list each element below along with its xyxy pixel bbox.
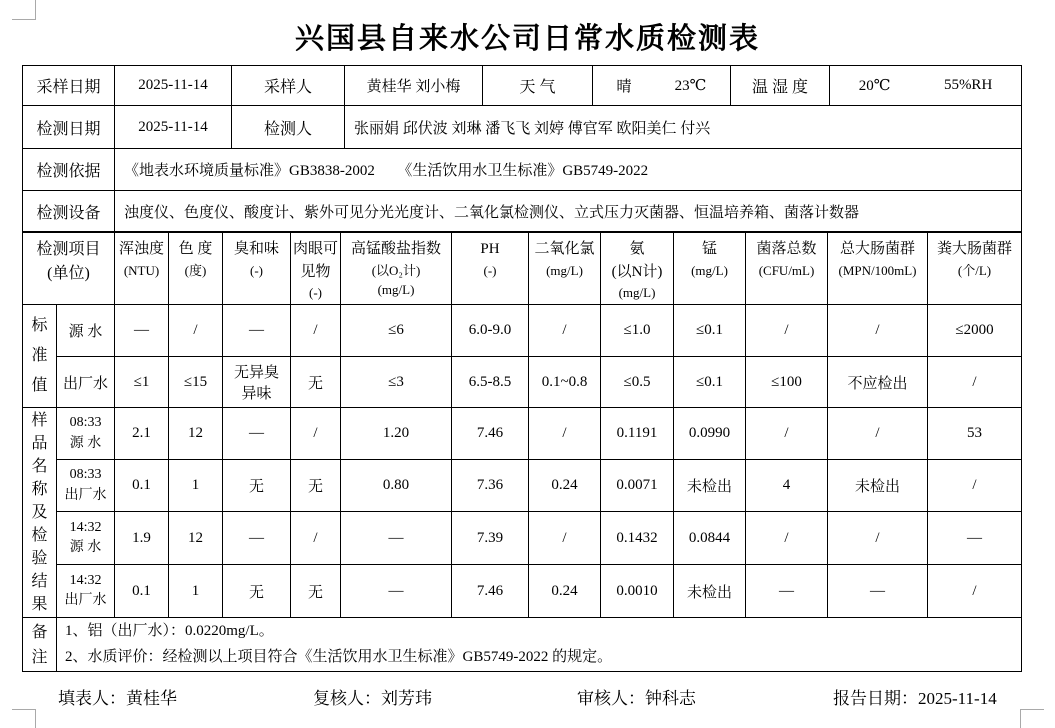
sample-row-1432-finished — [23, 565, 1022, 618]
value-cell: 1 — [169, 565, 223, 618]
page-margin-mark-bottom-left — [12, 709, 36, 728]
value-cell: 0.24 — [529, 460, 601, 512]
temp-humidity-value — [830, 66, 1022, 106]
header-cell-ph: PH (-) — [452, 232, 529, 305]
samples-section-label: 样品名称及检验结果 — [23, 408, 57, 618]
basis-label: 检测依据 — [23, 149, 115, 191]
value-cell: 0.80 — [341, 460, 452, 512]
value-cell: 未检出 — [674, 565, 746, 618]
value-cell: 0.24 — [529, 565, 601, 618]
row-label: 源 水 — [57, 305, 115, 357]
info-row-equipment — [23, 191, 1022, 233]
value-cell: 无 — [291, 357, 341, 408]
header-cell-total-coliform: 总大肠菌群 (MPN/100mL) — [828, 232, 928, 305]
reviewer-signature: 复核人：刘芳玮 — [313, 689, 432, 708]
test-date-label: 检测日期 — [23, 106, 115, 149]
value-cell: 无 — [223, 460, 291, 512]
value-cell: 0.0010 — [601, 565, 674, 618]
value-cell: / — [828, 512, 928, 565]
info-row-testing — [23, 106, 1022, 149]
page-margin-mark-bottom-right — [1020, 709, 1044, 728]
equipment-value: 浊度仪、色度仪、酸度计、紫外可见分光光度计、二氧化氯检测仪、立式压力灭菌器、恒温培养箱、菌落计数器 — [115, 191, 1022, 233]
remark-row — [23, 618, 1022, 672]
sampler-label: 采样人 — [232, 66, 345, 106]
value-cell: / — [746, 408, 828, 460]
value-cell: / — [291, 305, 341, 357]
value-cell: — — [746, 565, 828, 618]
weather-temp: 23℃ — [674, 78, 707, 94]
header-cell-colony-count: 菌落总数 (CFU/mL) — [746, 232, 828, 305]
value-cell: 0.1 — [115, 565, 169, 618]
weather-label: 天 气 — [483, 66, 593, 106]
value-cell: 0.0844 — [674, 512, 746, 565]
equipment-label: 检测设备 — [23, 191, 115, 233]
sample-id-cell: 08:33 出厂水 — [57, 460, 115, 512]
value-cell: / — [529, 512, 601, 565]
value-cell: 未检出 — [674, 460, 746, 512]
value-cell: — — [828, 565, 928, 618]
value-cell: 7.39 — [452, 512, 529, 565]
value-cell: 0.1 — [115, 460, 169, 512]
standard-row-finished — [23, 357, 1022, 408]
value-cell: 不应检出 — [828, 357, 928, 408]
value-cell: ≤6 — [341, 305, 452, 357]
sample-date-label: 采样日期 — [23, 66, 115, 106]
value-cell: / — [529, 408, 601, 460]
room-humidity: 55%RH — [943, 77, 993, 93]
header-cell-ammonia: 氨 (以N计) (mg/L) — [601, 232, 674, 305]
header-cell-fecal-coliform: 粪大肠菌群 (个/L) — [928, 232, 1022, 305]
info-row-sampling — [23, 66, 1022, 106]
value-cell: 7.36 — [452, 460, 529, 512]
sample-date-value: 2025-11-14 — [115, 66, 232, 106]
page-title: 兴国县自来水公司日常水质检测表 — [294, 23, 760, 55]
value-cell: 0.1~0.8 — [529, 357, 601, 408]
results-table — [22, 231, 1022, 672]
sample-row-0833-source — [23, 408, 1022, 460]
value-cell: ≤0.1 — [674, 305, 746, 357]
remark-content — [57, 618, 1022, 672]
value-cell: ≤1.0 — [601, 305, 674, 357]
standard-row-source — [23, 305, 1022, 357]
standard-section-label: 标准值 — [23, 305, 57, 408]
value-cell: 无 — [291, 565, 341, 618]
value-cell: 53 — [928, 408, 1022, 460]
signature-footer — [0, 684, 1055, 706]
humidity-label: 温 湿 度 — [731, 66, 830, 106]
header-cell-visible-matter: 肉眼可 见物 (-) — [291, 232, 341, 305]
value-cell: ≤100 — [746, 357, 828, 408]
basis-value: 《地表水环境质量标准》GB3838-2002 《生活饮用水卫生标准》GB5749-2022 — [115, 149, 1022, 191]
value-cell: / — [828, 408, 928, 460]
value-cell: 1.20 — [341, 408, 452, 460]
header-cell-item: 检测项目 (单位) — [23, 232, 115, 305]
tester-label: 检测人 — [232, 106, 345, 149]
tester-names: 张丽娟 邱伏波 刘琳 潘飞飞 刘婷 傅官军 欧阳美仁 付兴 — [345, 106, 1022, 149]
value-cell: / — [291, 512, 341, 565]
value-cell: — — [223, 305, 291, 357]
header-cell-odor: 臭和味 (-) — [223, 232, 291, 305]
value-cell: 0.1432 — [601, 512, 674, 565]
value-cell: ≤0.1 — [674, 357, 746, 408]
sample-row-1432-source — [23, 512, 1022, 565]
value-cell: — — [115, 305, 169, 357]
header-row — [23, 232, 1022, 305]
sample-id-cell: 08:33 源 水 — [57, 408, 115, 460]
value-cell: — — [341, 512, 452, 565]
sample-id-cell: 14:32 源 水 — [57, 512, 115, 565]
value-cell: / — [529, 305, 601, 357]
value-cell: / — [928, 460, 1022, 512]
value-cell: / — [928, 357, 1022, 408]
value-cell: 0.0071 — [601, 460, 674, 512]
value-cell: 6.5-8.5 — [452, 357, 529, 408]
value-cell: — — [341, 565, 452, 618]
value-cell: 0.0990 — [674, 408, 746, 460]
preparer-signature: 填表人：黄桂华 — [58, 689, 177, 708]
header-cell-manganese: 锰 (mg/L) — [674, 232, 746, 305]
value-cell: / — [746, 305, 828, 357]
value-cell: 4 — [746, 460, 828, 512]
value-cell: ≤1 — [115, 357, 169, 408]
value-cell: 未检出 — [828, 460, 928, 512]
header-cell-turbidity: 浑浊度 (NTU) — [115, 232, 169, 305]
test-date-value: 2025-11-14 — [115, 106, 232, 149]
value-cell: — — [928, 512, 1022, 565]
value-cell: 无 — [223, 565, 291, 618]
value-cell: 0.1191 — [601, 408, 674, 460]
info-table — [22, 65, 1022, 233]
value-cell: 6.0-9.0 — [452, 305, 529, 357]
value-cell: 7.46 — [452, 565, 529, 618]
weather-condition: 晴 — [616, 79, 632, 95]
value-cell: 无异臭 异味 — [223, 357, 291, 408]
value-cell: 12 — [169, 408, 223, 460]
value-cell: 2.1 — [115, 408, 169, 460]
sampler-value: 黄桂华 刘小梅 — [345, 66, 483, 106]
header-cell-chlorine-dioxide: 二氧化氯 (mg/L) — [529, 232, 601, 305]
value-cell: 无 — [291, 460, 341, 512]
value-cell: ≤0.5 — [601, 357, 674, 408]
value-cell: ≤2000 — [928, 305, 1022, 357]
value-cell: — — [223, 512, 291, 565]
value-cell: 7.46 — [452, 408, 529, 460]
value-cell: 1 — [169, 460, 223, 512]
value-cell: ≤3 — [341, 357, 452, 408]
sample-id-cell: 14:32 出厂水 — [57, 565, 115, 618]
value-cell: 12 — [169, 512, 223, 565]
auditor-signature: 审核人：钟科志 — [577, 689, 696, 708]
header-cell-permanganate: 高锰酸盐指数 (以O₂计) (mg/L) — [341, 232, 452, 305]
value-cell: / — [291, 408, 341, 460]
weather-value — [593, 66, 731, 106]
room-temp: 20℃ — [858, 78, 891, 94]
remark-line-1: 1、铝（出厂水）：0.0220mg/L。 — [65, 623, 274, 639]
value-cell: 1.9 — [115, 512, 169, 565]
remark-label: 备注 — [23, 618, 57, 672]
value-cell: — — [223, 408, 291, 460]
info-row-basis — [23, 149, 1022, 191]
value-cell: / — [928, 565, 1022, 618]
sample-row-0833-finished — [23, 460, 1022, 512]
value-cell: / — [169, 305, 223, 357]
remark-line-2: 2、水质评价：经检测以上项目符合《生活饮用水卫生标准》GB5749-2022 的规定。 — [65, 648, 613, 665]
value-cell: / — [828, 305, 928, 357]
row-label: 出厂水 — [57, 357, 115, 408]
report-date: 报告日期：2025-11-14 — [833, 689, 997, 708]
header-cell-color: 色 度 (度) — [169, 232, 223, 305]
value-cell: / — [746, 512, 828, 565]
value-cell: ≤15 — [169, 357, 223, 408]
